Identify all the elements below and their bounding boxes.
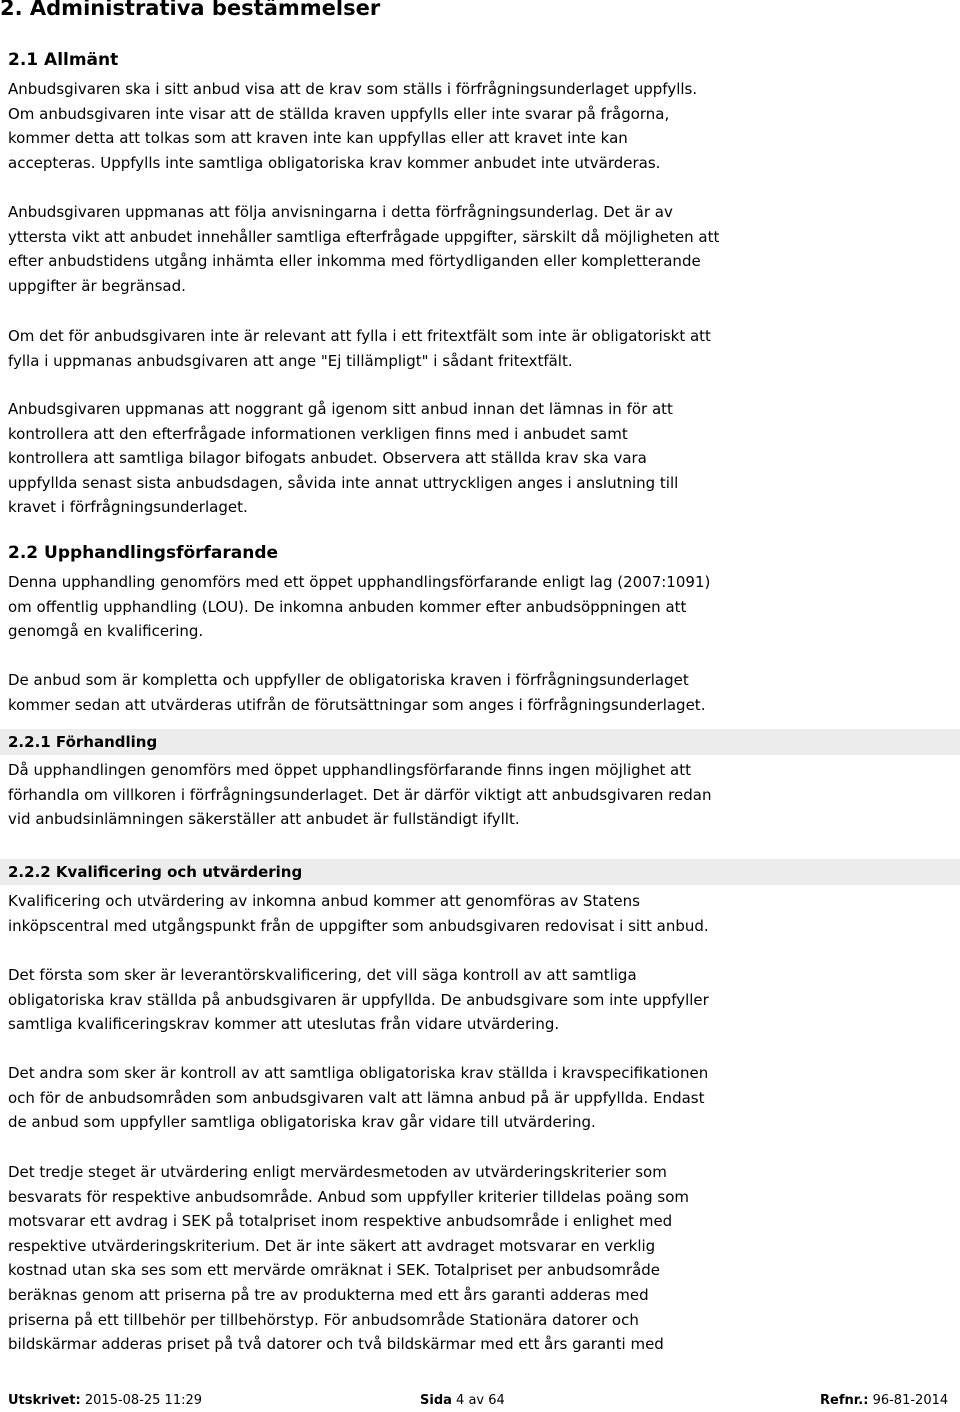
paragraph-2-1-b: Anbudsgivaren uppmanas att följa anvisningarna i detta förfrågningsunderlag. Det är av yttersta vikt att anbudet innehåller samtliga efterfrågade uppgifter, särskilt då möjligheten att efter anbudstidens utgång inhämta eller inkomma med förtydliganden eller kompletterande uppgifter är begränsad. xyxy=(8,203,720,295)
footer-ref-label: Refnr.: xyxy=(820,1393,869,1408)
paragraph-2-2-b: De anbud som är kompletta och uppfyller de obligatoriska kraven i förfrågningsunderlaget kommer sedan att utvärderas utifrån de förutsättningar som anges i förfrågningsunderlaget. xyxy=(8,671,706,714)
section-heading-2-2: 2.2 Upphandlingsförfarande xyxy=(8,543,279,563)
section-heading-2-2-2: 2.2.2 Kvalificering och utvärdering xyxy=(0,859,960,885)
section-heading-2: 2. Administrativa bestämmelser xyxy=(0,0,381,20)
footer-page-value: 4 av 64 xyxy=(456,1393,505,1408)
footer-printed-label: Utskrivet: xyxy=(8,1393,81,1408)
footer-ref-value: 96-81-2014 xyxy=(872,1393,949,1408)
footer-page-number xyxy=(420,1393,505,1408)
paragraph-2-2-2-c: Det andra som sker är kontroll av att samtliga obligatoriska krav ställda i kravspecifikationen och för de anbudsområden som anbudsgivaren valt att lämna anbud på är uppfyllda. Endast de anbud som uppfyller samtliga obligatoriska krav går vidare till utvärdering. xyxy=(8,1064,709,1132)
paragraph-2-1-a: Anbudsgivaren ska i sitt anbud visa att de krav som ställs i förfrågningsunderlaget uppfylls. Om anbudsgivaren inte visar att de ställda kraven uppfylls eller inte svarar på frågorna, kommer detta att tolkas som att kraven inte kan uppfyllas eller att kravet inte kan accepteras. Uppfylls inte samtliga obligatoriska krav kommer anbudet inte utvärderas. xyxy=(8,80,698,172)
paragraph-2-1-d: Anbudsgivaren uppmanas att noggrant gå igenom sitt anbud innan det lämnas in för att kontrollera att den efterfrågade informationen verkligen finns med i anbudet samt kontrollera att samtliga bilagor bifogats anbudet. Observera att ställda krav ska vara uppfyllda senast sista anbudsdagen, såvida inte annat uttryckligen anges i anslutning till kravet i förfrågningsunderlaget. xyxy=(8,400,679,517)
paragraph-2-2-2-d: Det tredje steget är utvärdering enligt mervärdesmetoden av utvärderingskriterier som besvarats för respektive anbudsområde. Anbud som uppfyller kriterier tilldelas poäng som motsvarar ett avdrag i SEK på totalpriset inom respektive anbudsområde i enlighet med respektive utvärderingskriterium. Det är inte säkert att avdraget motsvarar en verklig kostnad utan ska ses som ett mervärde omräknat i SEK. Totalpriset per anbudsområde beräknas genom att priserna på tre av produkterna med ett års garanti adderas med priserna på ett tillbehör per tillbehörstyp. För anbudsområde Stationära datorer och bildskärmar adderas priset på två datorer och två bildskärmar med ett års garanti med xyxy=(8,1163,689,1354)
paragraph-2-2-1: Då upphandlingen genomförs med öppet upphandlingsförfarande finns ingen möjlighet att förhandla om villkoren i förfrågningsunderlaget. Det är därför viktigt att anbudsgivaren redan vid anbudsinlämningen säkerställer att anbudet är fullständigt ifyllt. xyxy=(8,761,712,829)
footer-page-label: Sida xyxy=(420,1393,452,1408)
paragraph-2-2-a: Denna upphandling genomförs med ett öppet upphandlingsförfarande enligt lag (2007:1091) om offentlig upphandling (LOU). De inkomna anbuden kommer efter anbudsöppningen att genomgå en kvalificering. xyxy=(8,573,711,641)
paragraph-2-1-c: Om det för anbudsgivaren inte är relevant att fylla i ett fritextfält som inte är obligatoriskt att fylla i uppmanas anbudsgivaren att ange "Ej tillämpligt" i sådant fritextfält. xyxy=(8,327,711,370)
section-heading-2-2-1: 2.2.1 Förhandling xyxy=(0,729,960,755)
paragraph-2-2-2-b: Det första som sker är leverantörskvalificering, det vill säga kontroll av att samtliga obligatoriska krav ställda på anbudsgivaren är uppfyllda. De anbudsgivare som inte uppfyller samtliga kvalificeringskrav kommer att uteslutas från vidare utvärdering. xyxy=(8,966,709,1034)
paragraph-2-2-2-a: Kvalificering och utvärdering av inkomna anbud kommer att genomföras av Statens inköpscentral med utgångspunkt från de uppgifter som anbudsgivaren redovisat i sitt anbud. xyxy=(8,892,709,935)
footer-printed xyxy=(8,1393,202,1408)
footer-printed-value: 2015-08-25 11:29 xyxy=(84,1393,203,1408)
section-heading-2-1: 2.1 Allmänt xyxy=(8,50,119,70)
footer-reference xyxy=(820,1393,948,1408)
